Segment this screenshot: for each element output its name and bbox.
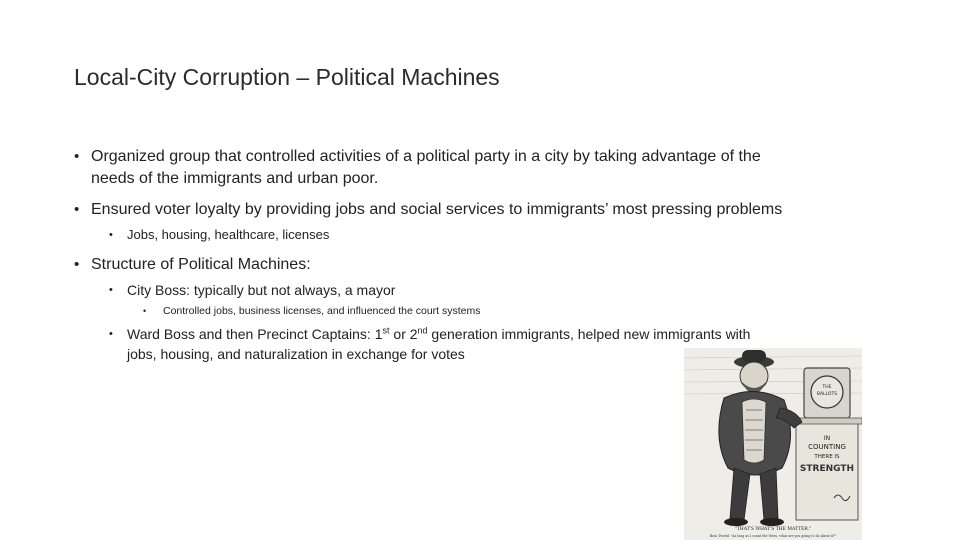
ballot-box-text-1: THE <box>822 385 832 390</box>
pillar-text-1: IN <box>823 435 831 442</box>
bullet-text: jobs, housing, and naturalization in exchange for votes <box>127 346 465 362</box>
bullet-text: Ensured voter loyalty by providing jobs and social services to immigrants’ most pressing problems <box>91 201 783 218</box>
cartoon-illustration <box>684 348 862 540</box>
bullet-text: Organized group that controlled activities of a political party in a city by taking advantage of the <box>91 148 761 165</box>
pillar-text-3: THERE IS <box>814 454 840 460</box>
bullet-text-a: Ward Boss and then Precinct Captains: 1 <box>127 326 383 342</box>
bullet-dot: • <box>74 256 80 273</box>
bullet-dot: • <box>143 306 147 316</box>
bullet-structure <box>74 256 311 274</box>
pillar-text-4: STRENGTH <box>799 464 855 474</box>
pillar-text-2: COUNTING <box>808 443 846 451</box>
superscript-nd: nd <box>417 325 428 336</box>
bullet-dot: • <box>74 201 80 218</box>
ballot-box-text-2: BALLOTS <box>816 392 838 397</box>
slide-title: Local-City Corruption – Political Machines <box>74 64 500 90</box>
bullet-text: needs of the immigrants and urban poor. <box>91 170 379 187</box>
bullet-organized-group <box>74 148 761 166</box>
sub-bullet-jobs <box>109 227 330 242</box>
bullet-dot: • <box>74 148 80 165</box>
cartoon-caption: "THAT'S WHAT'S THE MATTER." <box>734 527 812 532</box>
sub-bullet-city-boss <box>109 282 396 298</box>
bullet-text-c: generation immigrants, helped new immigrants with <box>427 326 751 342</box>
bullet-dot: • <box>109 328 113 340</box>
boss-tweed-cartoon-image <box>684 348 862 540</box>
sub-bullet-ward-boss-cont <box>127 346 465 362</box>
bullet-dot: • <box>109 229 113 241</box>
bullet-text: City Boss: typically but not always, a mayor <box>127 282 396 298</box>
bullet-text: Controlled jobs, business licenses, and influenced the court systems <box>163 305 481 317</box>
sub-bullet-ward-boss <box>109 325 751 342</box>
bullet-text: Jobs, housing, healthcare, licenses <box>127 227 330 242</box>
sub-sub-bullet-controlled-jobs <box>143 305 481 317</box>
cartoon-subcaption: Boss Tweed. "As long as I count the Votes, what are you going to do about it?" <box>709 534 837 538</box>
bullet-dot: • <box>109 284 113 296</box>
bullet-text-b: or 2 <box>389 326 418 342</box>
superscript-st: st <box>382 325 390 336</box>
bullet-voter-loyalty <box>74 201 783 219</box>
bullet-text: Structure of Political Machines: <box>91 256 311 273</box>
bullet-organized-group-cont <box>91 170 378 188</box>
